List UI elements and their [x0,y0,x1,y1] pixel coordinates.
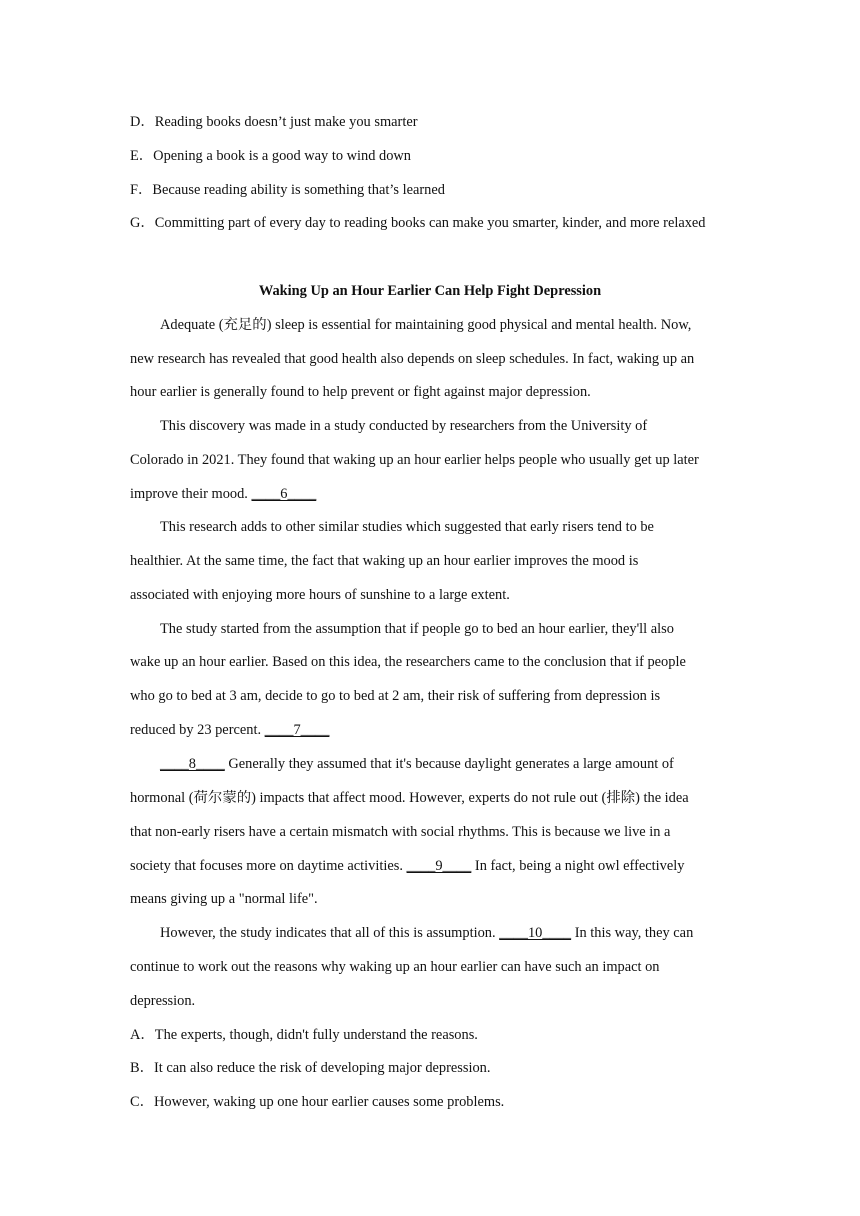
paragraph-5-line-3: that non-early risers have a certain mismatch with social rhythms. This is because we live in a [130,824,671,840]
paragraph-5-line-4 [130,856,684,876]
option-b: B．It can also reduce the risk of developing major depression. [130,1060,491,1076]
paragraph-5-text: Generally they assumed that it's because daylight generates a large amount of [224,756,674,772]
paragraph-5-line-5: means giving up a "normal life". [130,891,318,907]
paragraph-2-line-2: Colorado in 2021. They found that waking up an hour earlier helps people who usually get up later [130,452,699,468]
paragraph-2-line-1: This discovery was made in a study conducted by researchers from the University of [160,418,648,434]
option-e: E．Opening a book is a good way to wind down [130,148,411,164]
paragraph-1-line-2: new research has revealed that good health also depends on sleep schedules. In fact, waking up an [130,351,695,367]
paragraph-4-text: reduced by 23 percent. [130,722,265,738]
blank-7: ____7____ [264,722,330,738]
blank-6: ____6____ [251,486,317,502]
paragraph-2-line-3 [130,484,316,504]
paragraph-5-line-1 [160,754,674,774]
paragraph-3-line-1: This research adds to other similar studies which suggested that early risers tend to be [160,519,654,535]
paragraph-4-line-4 [130,720,329,740]
paragraph-5-text-pre: society that focuses more on daytime activities. [130,858,407,874]
blank-10: ____10____ [499,925,572,941]
paragraph-6-line-1 [160,923,693,943]
paragraph-6-text-pre: However, the study indicates that all of this is assumption. [160,925,500,941]
paragraph-6-line-3: depression. [130,993,196,1009]
paragraph-3-line-3: associated with enjoying more hours of sunshine to a large extent. [130,587,510,603]
option-g: G．Committing part of every day to reading books can make you smarter, kinder, and more relaxed [130,215,706,231]
option-d: D．Reading books doesn’t just make you smarter [130,114,418,130]
paragraph-4-line-1: The study started from the assumption that if people go to bed an hour earlier, they'll also [160,621,674,637]
option-c: C．However, waking up one hour earlier causes some problems. [130,1094,505,1110]
paragraph-3-line-2: healthier. At the same time, the fact that waking up an hour earlier improves the mood is [130,553,639,569]
paragraph-5-text-post: In fact, being a night owl effectively [471,858,685,874]
paragraph-5-line-2: hormonal (荷尔蒙的) impacts that affect mood. However, experts do not rule out (排除) the idea [130,790,689,806]
paragraph-4-line-3: who go to bed at 3 am, decide to go to bed at 2 am, their risk of suffering from depression is [130,688,661,704]
paragraph-2-text: improve their mood. [130,486,252,502]
paragraph-6-text-post: In this way, they can [571,925,694,941]
option-f: F．Because reading ability is something that’s learned [130,182,445,198]
blank-9: ____9____ [406,858,472,874]
paragraph-1-line-3: hour earlier is generally found to help prevent or fight against major depression. [130,384,591,400]
passage-title: Waking Up an Hour Earlier Can Help Fight Depression [258,283,602,299]
paragraph-4-line-2: wake up an hour earlier. Based on this idea, the researchers came to the conclusion that if people [130,654,686,670]
paragraph-1-line-1: Adequate (充足的) sleep is essential for maintaining good physical and mental health. Now, [160,317,692,333]
blank-8: ____8____ [160,756,225,772]
paragraph-6-line-2: continue to work out the reasons why waking up an hour earlier can have such an impact on [130,959,660,975]
option-a: A．The experts, though, didn't fully understand the reasons. [130,1027,478,1043]
